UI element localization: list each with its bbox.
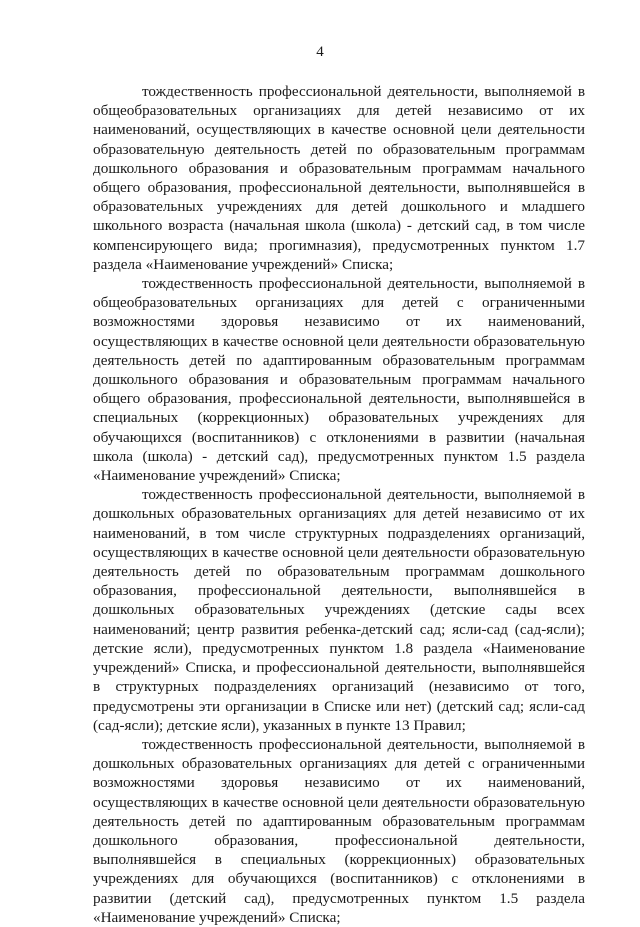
paragraph-4: тождественность профессиональной деятельности, выполняемой в дошкольных образовательных организациях для детей с ограниченными возможностями здоровья независимо от их наименований, осуществляющих в качестве основной цели деятельности образовательную деятельность детей по адаптированным образовательным программам дошкольного образования, профессиональной деятельности, выполнявшейся в специальных (коррекционных) образовательных учреждениях для обучающихся (воспитанников) с отклонениями в развитии (детский сад), предусмотренных пунктом 1.5 раздела «Наименование учреждений» Списка; <box>93 735 585 926</box>
paragraph-3: тождественность профессиональной деятельности, выполняемой в дошкольных образовательных организациях для детей независимо от их наименований, в том числе структурных подразделениях организаций, осуществляющих в качестве основной цели деятельности образовательную деятельность детей по образовательным программам дошкольного образования, профессиональной деятельности, выполнявшейся в дошкольных образовательных учреждениях (детские сады всех наименований; центр развития ребенка-детский сад; ясли-сад (сад-ясли); детские ясли), предусмотренных пунктом 1.8 раздела «Наименование учреждений» Списка, и профессиональной деятельности, выполнявшейся в структурных подразделениях организаций (независимо от того, предусмотрены эти организации в Списке или нет) (детский сад; ясли-сад (сад-ясли); детские ясли), указанных в пункте 13 Правил; <box>93 486 585 734</box>
document-body <box>93 82 585 927</box>
paragraph-1: тождественность профессиональной деятельности, выполняемой в общеобразовательных организациях для детей независимо от их наименований, осуществляющих в качестве основной цели деятельности образовательную деятельность детей по образовательным программам дошкольного образования и образовательным программам начального общего образования, профессиональной деятельности, выполнявшейся в образовательных учреждениях для детей дошкольного и младшего школьного возраста (начальная школа (школа) - детский сад, в том числе компенсирующего вида; прогимназия), предусмотренных пунктом 1.7 раздела «Наименование учреждений» Списка; <box>93 83 585 273</box>
paragraph-2: тождественность профессиональной деятельности, выполняемой в общеобразовательных организациях для детей с ограниченными возможностями здоровья независимо от их наименований, осуществляющих в качестве основной цели деятельности образовательную деятельность детей по адаптированным образовательным программам дошкольного образования и образовательным программам начального общего образования, профессиональной деятельности, выполнявшейся в специальных (коррекционных) образовательных учреждениях для обучающихся (воспитанников) с отклонениями в развитии (начальная школа (школа) - детский сад), предусмотренных пунктом 1.5 раздела «Наименование учреждений» Списка; <box>93 275 585 485</box>
page-number: 4 <box>316 44 324 60</box>
